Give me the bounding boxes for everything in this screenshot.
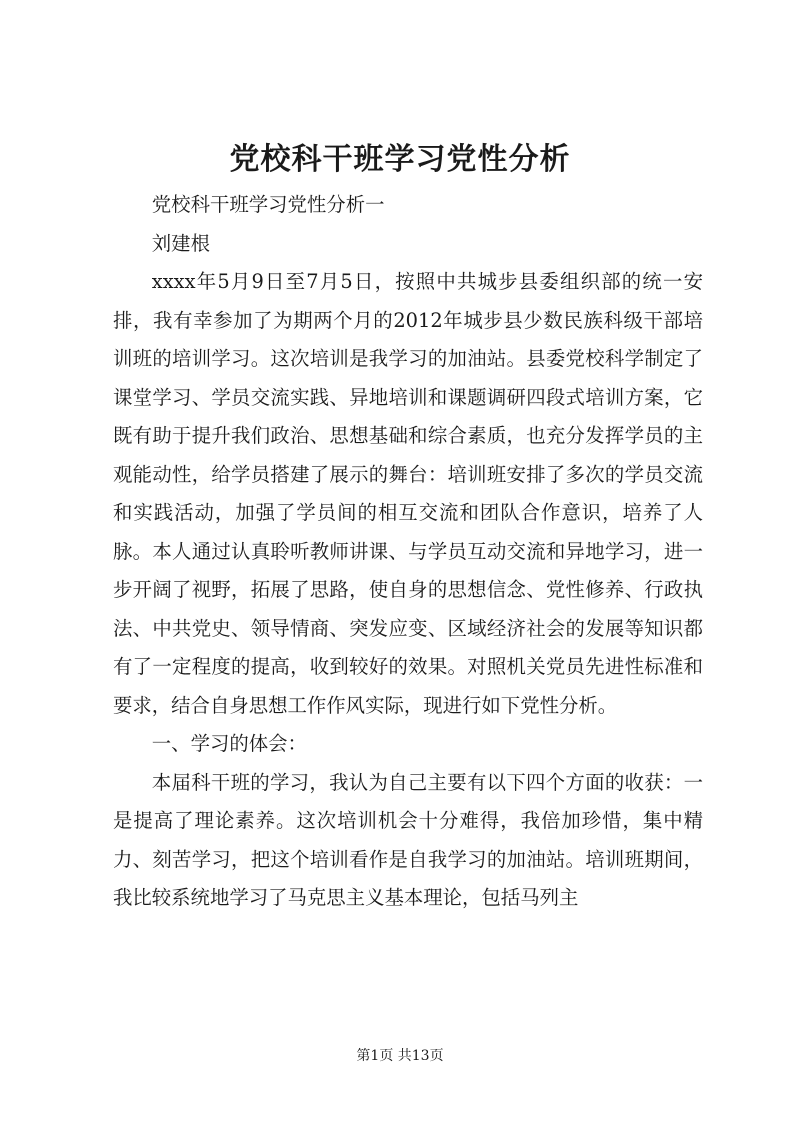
- page-number-footer: 第1页 共13页: [356, 1048, 444, 1064]
- subtitle-paragraph: 党校科干班学习党性分析一: [151, 193, 385, 216]
- author-paragraph: 刘建根: [151, 231, 210, 255]
- document-body: [113, 186, 703, 918]
- body-paragraph: 本届科干班的学习，我认为自己主要有以下四个方面的收获：一是提高了理论素养。这次培训机会十分难得，我倍加珍惜，集中精力、刻苦学习，把这个培训看作是自我学习的加油站。培训班期间，我比较系统地学习了马克思主义基本理论，包括马列主: [113, 770, 703, 909]
- section-heading: 一、学习的体会：: [151, 732, 307, 755]
- document-title: 党校科干班学习党性分析: [229, 142, 571, 177]
- body-paragraph: xxxx年5月9日至7月5日，按照中共城步县委组织部的统一安排，我有幸参加了为期两个月的2012年城步县少数民族科级干部培训班的培训学习。这次培训是我学习的加油站。县委党校科学制定了课堂学习、学员交流实践、异地培训和课题调研四段式培训方案，它既有助于提升我们政治、思想基础和综合素质，也充分发挥学员的主观能动性，给学员搭建了展示的舞台：培训班安排了多次的学员交流和实践活动，加强了学员间的相互交流和团队合作意识，培养了人脉。本人通过认真聆听教师讲课、与学员互动交流和异地学习，进一步开阔了视野，拓展了思路，使自身的思想信念、党性修养、行政执法、中共党史、领导情商、突发应变、区域经济社会的发展等知识都有了一定程度的提高，收到较好的效果。对照机关党员先进性标准和要求，结合自身思想工作作风实际，现进行如下党性分析。: [113, 270, 703, 717]
